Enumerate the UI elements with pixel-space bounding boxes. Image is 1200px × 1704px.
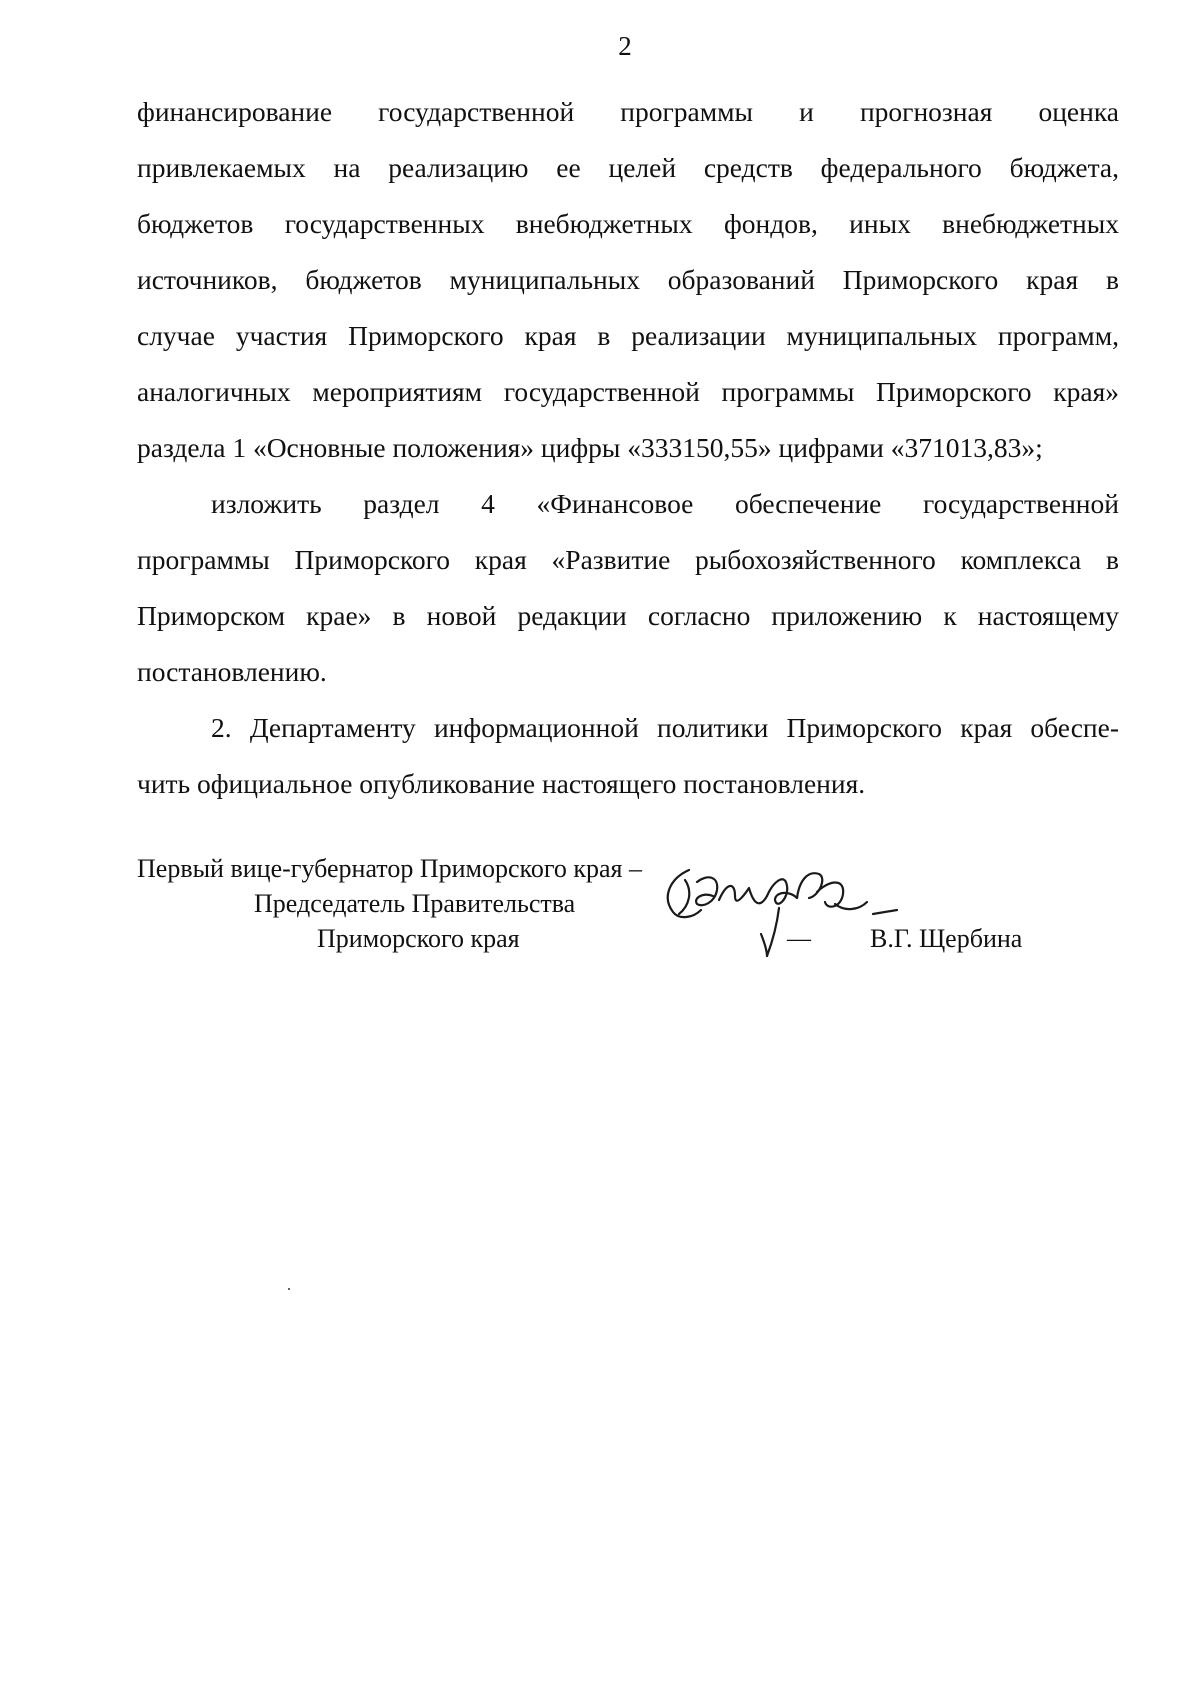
paragraph-line: программы Приморского края «Развитие рыбохозяйственного комплекса в xyxy=(137,544,1119,575)
handwritten-signature xyxy=(649,852,909,982)
paragraph-line: 2. Департаменту информационной политики Приморского края обеспе- xyxy=(211,712,1119,743)
paragraph-line: изложить раздел 4 «Финансовое обеспечение государственной xyxy=(211,488,1119,519)
paragraph-line: бюджетов государственных внебюджетных фондов, иных внебюджетных xyxy=(137,208,1119,239)
signature-block xyxy=(137,852,1137,992)
paragraph-line: аналогичных мероприятиям государственной программы Приморского края» xyxy=(137,376,1119,407)
paragraph-line: раздела 1 «Основные положения» цифры «333150,55» цифрами «371013,83»; xyxy=(137,432,1043,463)
paragraph-line: чить официальное опубликование настоящего постановления. xyxy=(137,768,866,799)
paragraph-line: Приморском крае» в новой редакции согласно приложению к настоящему xyxy=(137,600,1119,631)
signature-dash: — xyxy=(787,926,811,952)
document-body xyxy=(137,84,1119,812)
signer-position-line: Первый вице-губернатор Приморского края – xyxy=(137,854,642,883)
paragraph-line: постановлению. xyxy=(137,656,327,687)
scan-speck xyxy=(288,1288,290,1290)
signer-position-line: Приморского края xyxy=(317,924,520,953)
signer-name: В.Г. Щербина xyxy=(870,924,1023,953)
signer-position-line: Председатель Правительства xyxy=(254,889,576,918)
paragraph-line: источников, бюджетов муниципальных образований Приморского края в xyxy=(137,264,1119,295)
paragraph-line: привлекаемых на реализацию ее целей средств федерального бюджета, xyxy=(137,152,1119,183)
paragraph-line: финансирование государственной программы и прогнозная оценка xyxy=(137,96,1119,127)
page-number: 2 xyxy=(618,31,632,61)
paragraph-line: случае участия Приморского края в реализации муниципальных программ, xyxy=(137,320,1119,351)
